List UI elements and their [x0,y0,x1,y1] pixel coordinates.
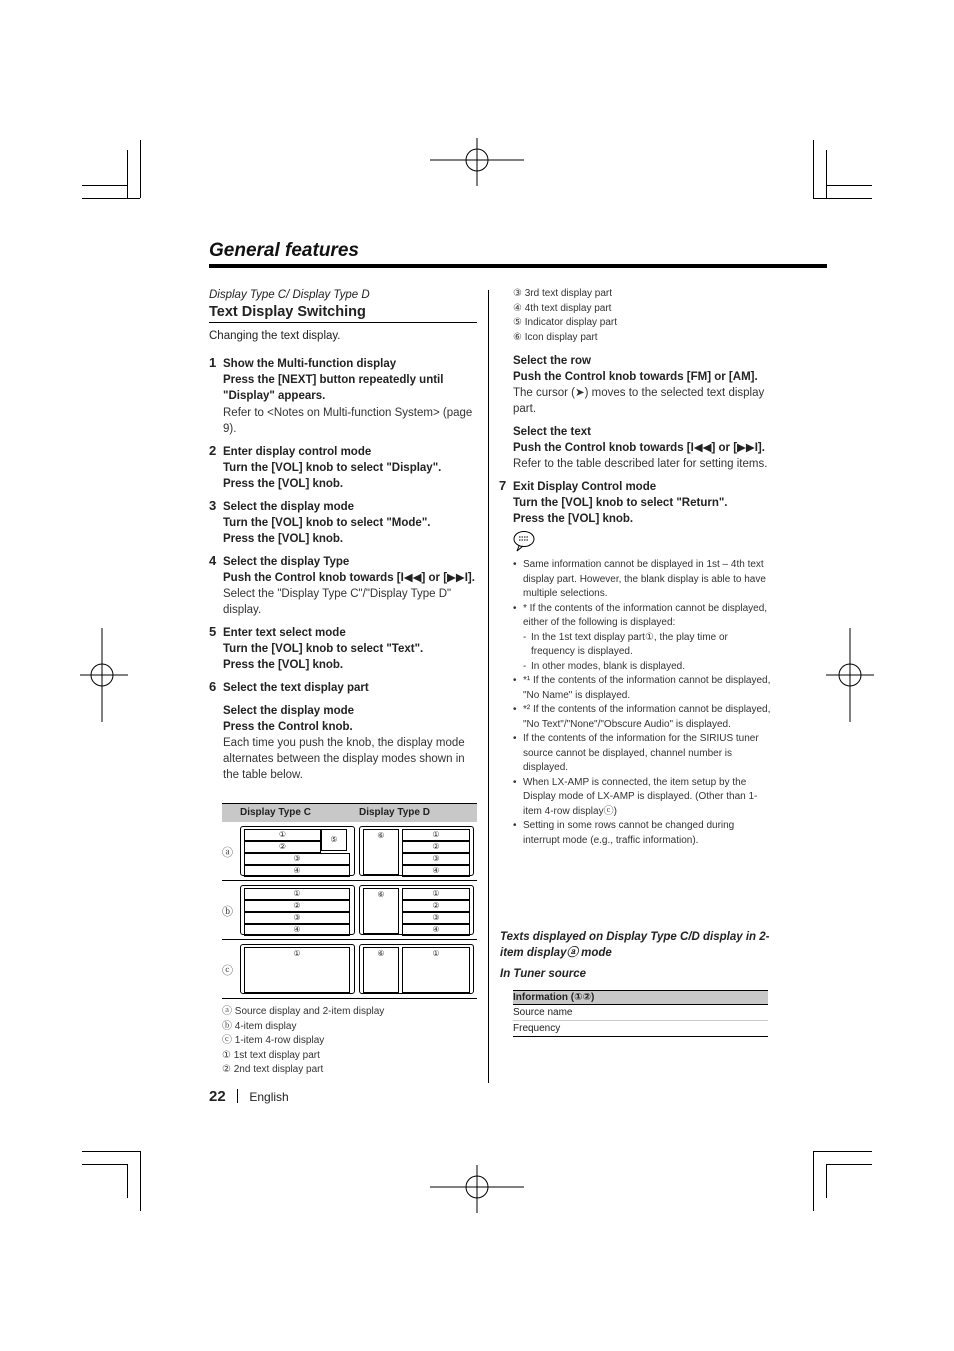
intro-text: Changing the text display. [209,330,341,342]
crop-mark [82,198,140,199]
cell: ② [402,841,470,853]
cell: ① [402,888,470,900]
note-item: • If the contents of the information for the SIRIUS tuner source cannot be displayed, channel number is displayed. [513,732,771,776]
step-line: Turn the [VOL] knob to select "Display". [223,462,442,474]
sub-note-item: - In other modes, blank is displayed. [513,660,771,675]
notes-list [513,558,771,848]
display-c-frame [240,944,355,994]
text-title: Select the text [513,426,591,438]
registration-mark [826,628,874,722]
crop-mark [813,140,814,198]
cell: ④ [244,924,350,936]
step-title: Select the text display part [223,682,369,694]
sub-note-item: - In the 1st text display part①, the play time or frequency is displayed. [513,631,771,660]
step-line: Turn the [VOL] knob to select "Mode". [223,517,431,529]
footer-language: English [249,1090,289,1104]
row-action: Push the Control knob towards [FM] or [AM]. [513,371,758,383]
mode-action: Press the Control knob. [223,721,353,733]
step-number: 3 [209,498,217,513]
icon-cell: ⑥ [363,888,399,934]
crop-mark [127,1164,128,1198]
note-icon [513,530,537,552]
tuner-heading: In Tuner source [500,968,587,980]
diagram-header [222,803,477,822]
step-6 [209,680,479,696]
cell: ① [402,829,470,841]
crop-mark [826,1164,872,1165]
step-line: Press the [NEXT] button repeatedly until "Display" appears. [223,374,444,402]
row-label: ⓑ [222,906,233,918]
cell: ① [244,947,350,993]
cell: ④ [402,865,470,877]
text-action: Push the Control knob towards [I◀◀] or [▶▶I]. [513,442,765,454]
display-c-frame [240,885,355,935]
tuner-info-table [513,990,768,1037]
indicator-cell: ⑤ [321,829,347,851]
step-line: Press the [VOL] knob. [223,659,344,671]
step-2 [209,444,479,492]
step-line: Turn the [VOL] knob to select "Return". [513,497,728,509]
step-line: Turn the [VOL] knob to select "Text". [223,643,424,655]
step-number: 1 [209,355,217,370]
row-label: ⓐ [222,847,233,859]
footer-separator [237,1089,238,1103]
cell: ① [244,829,321,841]
diagram-row-c [222,940,477,999]
step-title: Enter display control mode [223,446,372,458]
display-mode-diagram [222,803,477,999]
table-row: Frequency [513,1021,768,1037]
crop-mark [140,140,141,198]
crop-mark [826,185,872,186]
note-item: • Setting in some rows cannot be changed during interrupt mode (e.g., traffic information). [513,819,771,848]
col-header-c: Display Type C [240,807,311,818]
step-line: Press the [VOL] knob. [513,513,634,525]
crop-mark [813,1151,872,1152]
step-4 [209,554,479,618]
select-row-block [513,353,771,417]
note-item: • When LX-AMP is connected, the item setup by the Display mode of LX-AMP is displayed. (Other than 1-item 4-row displayⓒ) [513,776,771,820]
registration-mark [80,628,128,722]
page-number: 22 [209,1088,226,1105]
display-d-frame [359,885,474,935]
note-item: • *¹ If the contents of the information cannot be displayed, "No Name" is displayed. [513,674,771,703]
column-divider [488,290,489,1083]
row-note: The cursor (➤) moves to the selected text display part. [513,387,765,415]
cell: ③ [402,853,470,865]
step-title: Show the Multi-function display [223,358,397,370]
step-number: 2 [209,443,217,458]
display-d-frame [359,826,474,876]
diagram-row-b [222,881,477,940]
page-footer [209,1088,289,1105]
step-title: Select the display mode [223,501,355,513]
registration-mark [430,138,524,186]
col-header-d: Display Type D [359,807,430,818]
table-header: Information (①②) [513,990,768,1005]
mode-note: Each time you push the knob, the display mode alternates between the display modes shown in the table below. [223,737,465,781]
row-title: Select the row [513,355,591,367]
crop-mark [82,1151,140,1152]
step-number: 7 [499,478,507,493]
select-text-block [513,424,771,472]
cell: ② [244,841,321,853]
crop-mark [82,1164,128,1165]
note-item: • *² If the contents of the information cannot be displayed, "No Text"/"None"/"Obscure Audio" is displayed. [513,703,771,732]
crop-mark [82,185,128,186]
mode-title: Select the display mode [223,705,355,717]
step-line: Push the Control knob towards [I◀◀] or [▶▶I]. [223,572,475,584]
display-mode-block [209,703,479,783]
crop-mark [140,1151,141,1211]
display-c-frame [240,826,355,876]
step-number: 6 [209,679,217,694]
step-note: Select the "Display Type C"/"Display Type D" display. [223,588,452,616]
icon-cell: ⑥ [363,947,399,993]
step-line: Press the [VOL] knob. [223,478,344,490]
left-column [209,287,479,783]
row-label: ⓒ [222,965,233,977]
legend-item: ⑥ Icon display part [513,331,598,343]
display-d-frame [359,944,474,994]
cell: ① [244,888,350,900]
section-heading: Text Display Switching [209,304,477,323]
step-number: 5 [209,624,217,639]
cell: ④ [244,865,350,877]
cell: ③ [244,912,350,924]
diagram-legend-left [222,1005,482,1078]
step-1 [209,356,479,437]
registration-mark [430,1165,524,1213]
note-item: • Same information cannot be displayed in 1st – 4th text display part. However, the blank display is able to have multiple selections. [513,558,771,602]
cell: ① [402,947,470,993]
crop-mark [826,1164,827,1198]
cell: ③ [244,853,350,865]
texts-heading: Texts displayed on Display Type C/D display in 2-item displayⓐ mode [500,931,770,959]
legend-item: ④ 4th text display part [513,302,612,314]
note-item: • * If the contents of the information cannot be displayed, either of the following is displayed: [513,602,771,631]
diagram-legend-right [513,287,771,345]
step-title: Exit Display Control mode [513,481,657,493]
step-title: Select the display Type [223,556,350,568]
cell: ② [244,900,350,912]
cell: ④ [402,924,470,936]
legend-item: ⓒ 1-item 4-row display [222,1035,325,1046]
cell: ③ [402,912,470,924]
legend-item: ⑤ Indicator display part [513,317,618,328]
step-note: Refer to <Notes on Multi-function System> (page 9). [223,407,473,435]
display-type-subhead: Display Type C/ Display Type D [209,289,370,301]
legend-item: ⓐ Source display and 2-item display [222,1006,385,1017]
step-7 [499,479,771,527]
step-5 [209,625,479,673]
icon-cell: ⑥ [363,829,399,875]
crop-mark [813,198,872,199]
step-3 [209,499,479,547]
cell: ② [402,900,470,912]
legend-item: ⓑ 4-item display [222,1020,297,1032]
right-column [499,287,771,848]
text-note: Refer to the table described later for setting items. [513,458,768,470]
legend-item: ② 2nd text display part [222,1064,324,1075]
crop-mark [826,150,827,198]
crop-mark [127,150,128,198]
step-line: Press the [VOL] knob. [223,533,344,545]
legend-item: ③ 3rd text display part [513,288,613,299]
diagram-row-a [222,822,477,881]
table-row: Source name [513,1005,768,1021]
legend-item: ① 1st text display part [222,1049,320,1061]
step-title: Enter text select mode [223,627,346,639]
crop-mark [813,1151,814,1211]
title-rule [209,264,827,268]
step-number: 4 [209,553,217,568]
page-title: General features [209,240,359,261]
